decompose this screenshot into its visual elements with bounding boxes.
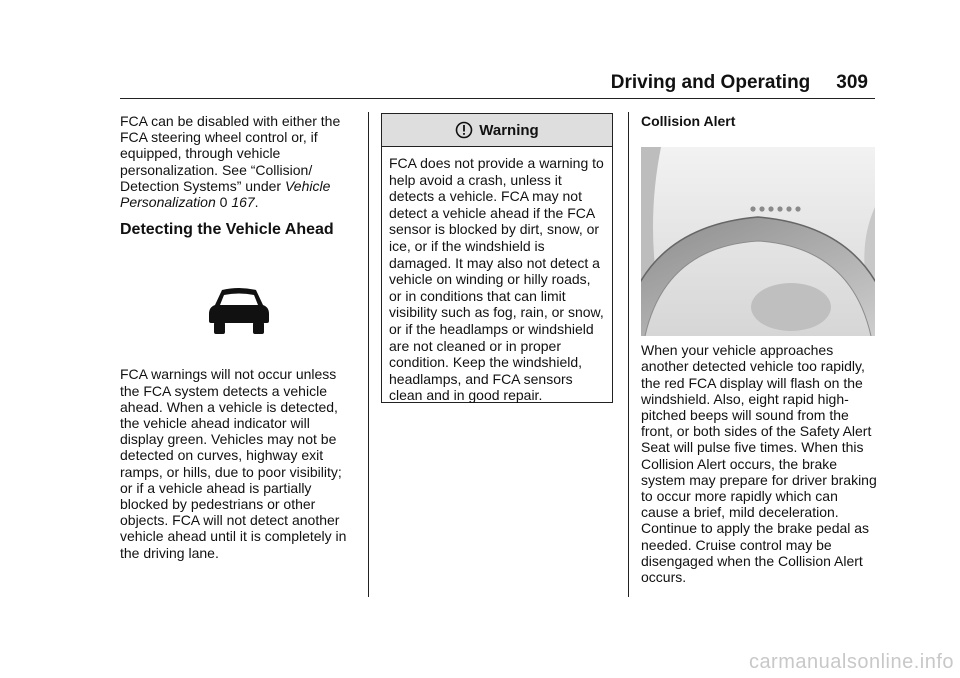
collision-alert-photo xyxy=(641,147,875,336)
column-divider-left xyxy=(368,112,369,597)
page-header xyxy=(611,72,868,94)
column-left xyxy=(120,113,355,561)
page-number: 309 xyxy=(836,72,868,93)
page-ref[interactable]: 167 xyxy=(231,194,255,211)
collision-alert-paragraph: When your vehicle approaches another detected vehicle too rapidly, the red FCA display will flash on the windshield. Also, eight rapid high-pitched beeps will sound from the front, or both sides of the Safety Alert Seat will pulse five times. When this Collision Alert occurs, the brake system may prepare for driver braking to occur more rapidly which can cause a brief, mild deceleration. Continue to apply the brake pedal as needed. Cruise control may be disengaged when the Collision Alert occurs. xyxy=(641,342,877,586)
section-title: Driving and Operating xyxy=(610,72,811,93)
detecting-heading: Detecting the Vehicle Ahead xyxy=(120,221,334,239)
warning-title: Warning xyxy=(479,121,539,139)
collision-alert-heading: Collision Alert xyxy=(641,113,736,129)
vehicle-personalization-link[interactable]: Vehicle Personalization xyxy=(120,177,331,211)
column-right xyxy=(641,113,877,585)
watermark: carmanualsonline.info xyxy=(748,651,954,673)
warning-header xyxy=(382,114,612,147)
warning-box xyxy=(381,113,613,403)
warning-icon xyxy=(455,121,473,139)
header-rule xyxy=(120,98,875,99)
intro-text: FCA can be disabled with either the FCA steering wheel control or, if equipped, through vehicle personalization. See “Collision/ Detection Systems” under xyxy=(120,113,341,194)
vehicle-ahead-icon xyxy=(208,288,270,336)
intro-paragraph xyxy=(120,113,355,210)
page-ref-glyph: 0 xyxy=(219,194,228,211)
column-divider-right xyxy=(628,112,629,597)
intro-end: . xyxy=(254,194,259,211)
warning-text: FCA does not provide a warning to help avoid a crash, unless it detects a vehicle. FCA may not detect a vehicle ahead if the FCA sensor is blocked by dirt, snow, or ice, or if the windshield is damaged. It may also not detect a vehicle on winding or hilly roads, or in conditions that can limit visibility such as fog, rain, or snow, or if the headlamps or windshield are not cleaned or in proper condition. Keep the windshield, headlamps, and FCA sensors clean and in good repair. xyxy=(389,155,604,404)
detecting-paragraph: FCA warnings will not occur unless the FCA system detects a vehicle ahead. When a vehicle is detected, the vehicle ahead indicator will display green. Vehicles may not be detected on curves, highway exit ramps, or hills, due to poor visibility; or if a vehicle ahead is partially blocked by pedestrians or other objects. FCA will not detect another vehicle ahead until it is completely in the driving lane. xyxy=(120,366,347,561)
